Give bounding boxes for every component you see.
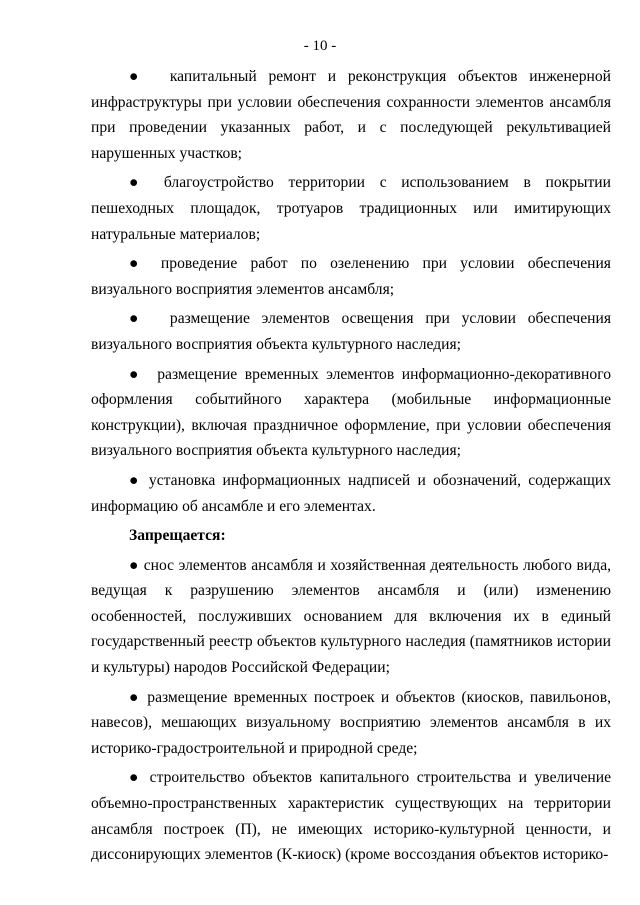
list-item-text: установка информационных надписей и обозначений, содержащих информацию об ансамбле и его элементах. xyxy=(91,471,611,515)
list-item-allowed-2 xyxy=(91,170,611,247)
list-item-allowed-6 xyxy=(91,468,611,519)
list-item-allowed-5 xyxy=(91,362,611,464)
list-item-allowed-4 xyxy=(91,306,611,357)
list-item-forbidden-2 xyxy=(91,685,611,762)
page-number: - 10 - xyxy=(303,38,337,54)
bullet-icon: ● xyxy=(129,688,141,706)
list-item-text: благоустройство территории с использованием в покрытии пешеходных площадок, тротуаров традиционных или имитирующих натуральные материалов; xyxy=(91,174,611,243)
bullet-icon: ● xyxy=(129,365,143,383)
list-item-text: проведение работ по озеленению при условии обеспечения визуального восприятия элементов ансамбля; xyxy=(91,255,611,298)
bullet-icon: ● xyxy=(129,310,147,328)
list-item-text: капитальный ремонт и реконструкция объектов инженерной инфраструктуры при условии обеспечения сохранности элементов ансамбля при проведении указанных работ, и с последующей рекультивацией нарушенных участков; xyxy=(91,68,612,162)
list-item-text: строительство объектов капитального строительства и увеличение объемно-пространственных характеристик существующих на территории ансамбля построек (П), не имеющих историко-культурной ценности, и диссонирующих элементов (К-киоск) (кроме воссоздания объектов историко- xyxy=(91,769,611,864)
list-item-text: снос элементов ансамбля и хозяйственная деятельность любого вида, ведущая к разрушению элементов ансамбля и (или) изменению особенностей, послуживших основанием для включения их в единый государственный реестр объектов культурного наследия (памятников истории и культуры) народов Российской Федерации; xyxy=(91,556,612,677)
bullet-icon: ● xyxy=(129,556,140,574)
document-body xyxy=(91,64,611,872)
list-item-text: размещение элементов освещения при условии обеспечения визуального восприятия объекта культурного наследия; xyxy=(91,310,612,353)
list-item-text: размещение временных элементов информационно-декоративного оформления событийного характера (мобильные информационные конструкции), включая праздничное оформление, при условии обеспечения визуального восприятия объекта культурного наследия; xyxy=(91,365,611,460)
list-item-forbidden-1 xyxy=(91,553,611,681)
list-item-allowed-3 xyxy=(91,251,611,302)
bullet-icon: ● xyxy=(129,174,150,192)
list-item-allowed-1 xyxy=(91,64,611,166)
forbidden-heading: Запрещается: xyxy=(129,527,226,545)
bullet-icon: ● xyxy=(129,255,148,273)
bullet-icon: ● xyxy=(129,68,147,85)
list-item-forbidden-3 xyxy=(91,765,611,867)
bullet-icon: ● xyxy=(129,471,142,489)
list-item-text: размещение временных построек и объектов (киосков, павильонов, навесов), мешающих визуальному восприятию элементов ансамбля в их историко-градостроительной и природной среде; xyxy=(91,688,611,757)
bullet-icon: ● xyxy=(129,769,143,787)
